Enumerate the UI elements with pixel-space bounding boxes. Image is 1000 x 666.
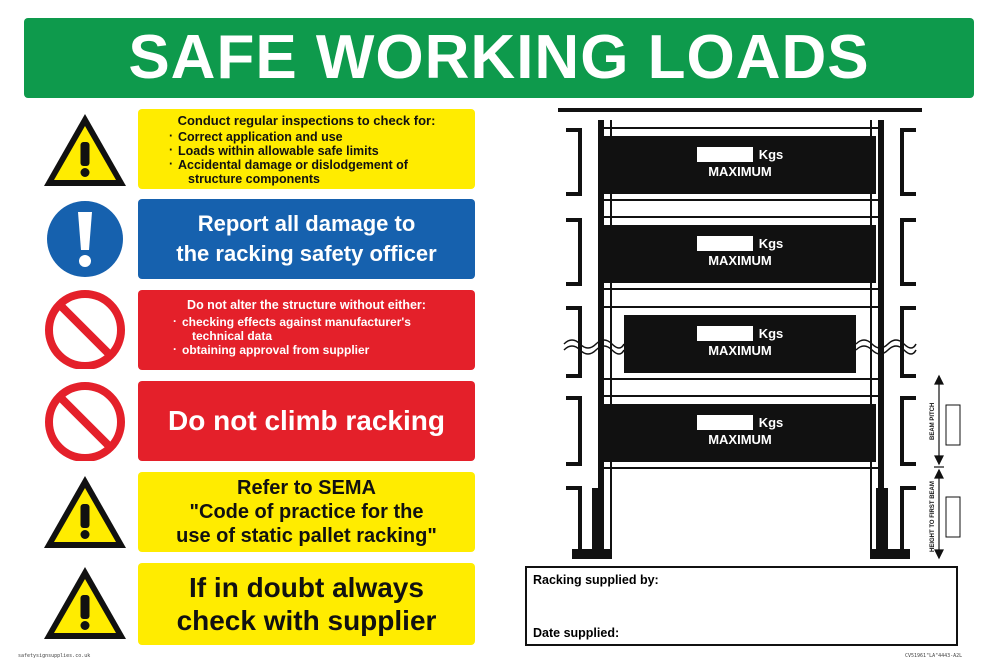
supplied-by-label: Racking supplied by: [533, 573, 659, 587]
supply-info-box [525, 566, 958, 646]
beam-load-label [624, 326, 856, 358]
maximum-label: MAXIMUM [708, 253, 772, 268]
report-line-1: Report all damage to [197, 211, 416, 236]
sign-header [24, 18, 974, 98]
beam-load-label [604, 147, 876, 179]
date-supplied-label: Date supplied: [533, 626, 620, 640]
doubt-line-1: If in doubt always [189, 572, 424, 603]
kgs-unit: Kgs [758, 147, 784, 162]
kgs-unit: Kgs [758, 326, 784, 341]
list-item-continuation: technical data [192, 329, 273, 343]
beam-load-label [604, 236, 876, 268]
warning-triangle-icon [40, 472, 130, 552]
list-item-continuation: structure components [188, 172, 320, 186]
kgs-unit: Kgs [758, 415, 784, 430]
maximum-label: MAXIMUM [708, 164, 772, 179]
kg-fill-blank [697, 326, 753, 341]
kg-fill-blank [697, 236, 753, 251]
report-line-2: the racking safety officer [176, 241, 437, 266]
inspection-panel [138, 109, 475, 189]
if-in-doubt-panel [138, 563, 475, 645]
maximum-label: MAXIMUM [708, 343, 772, 358]
list-item: · checking effects against manufacturer's [182, 315, 475, 329]
beam-load-label [604, 415, 876, 447]
inspection-title: Conduct regular inspections to check for: [177, 113, 436, 128]
prohibition-icon [40, 381, 130, 461]
kgs-unit: Kgs [758, 236, 784, 251]
warning-triangle-icon [40, 110, 130, 190]
kg-fill-blank [697, 147, 753, 162]
sema-panel [138, 472, 475, 552]
sign-title: SAFE WORKING LOADS [128, 23, 870, 92]
kg-fill-blank [697, 415, 753, 430]
alter-list [138, 315, 475, 357]
mandatory-exclamation-icon [40, 198, 130, 278]
inspection-list [138, 130, 475, 186]
sema-line-2: "Code of practice for the [189, 501, 424, 523]
first-beam-height-label: HEIGHT TO FIRST BEAM [930, 481, 936, 552]
do-not-alter-panel [138, 290, 475, 370]
alter-title: Do not alter the structure without either: [187, 298, 426, 312]
list-item: · Correct application and use [178, 130, 475, 144]
list-item: · Loads within allowable safe limits [178, 144, 475, 158]
beam-pitch-label: BEAM PITCH [930, 402, 936, 440]
footer-code: CV51961"LA"4443-A2L [905, 653, 963, 659]
list-item: · Accidental damage or dislodgement of [178, 158, 475, 172]
no-climb-panel [138, 381, 475, 461]
maximum-label: MAXIMUM [708, 432, 772, 447]
no-climb-text: Do not climb racking [168, 405, 445, 436]
list-item: · obtaining approval from supplier [182, 343, 475, 357]
sema-line-3: use of static pallet racking" [176, 525, 437, 547]
prohibition-icon [40, 289, 130, 369]
footer-website: safetysignsupplies.co.uk [18, 653, 91, 659]
doubt-line-2: check with supplier [176, 605, 437, 636]
warning-triangle-icon [40, 563, 130, 643]
report-damage-panel [138, 199, 475, 279]
sema-line-1: Refer to SEMA [237, 477, 376, 499]
